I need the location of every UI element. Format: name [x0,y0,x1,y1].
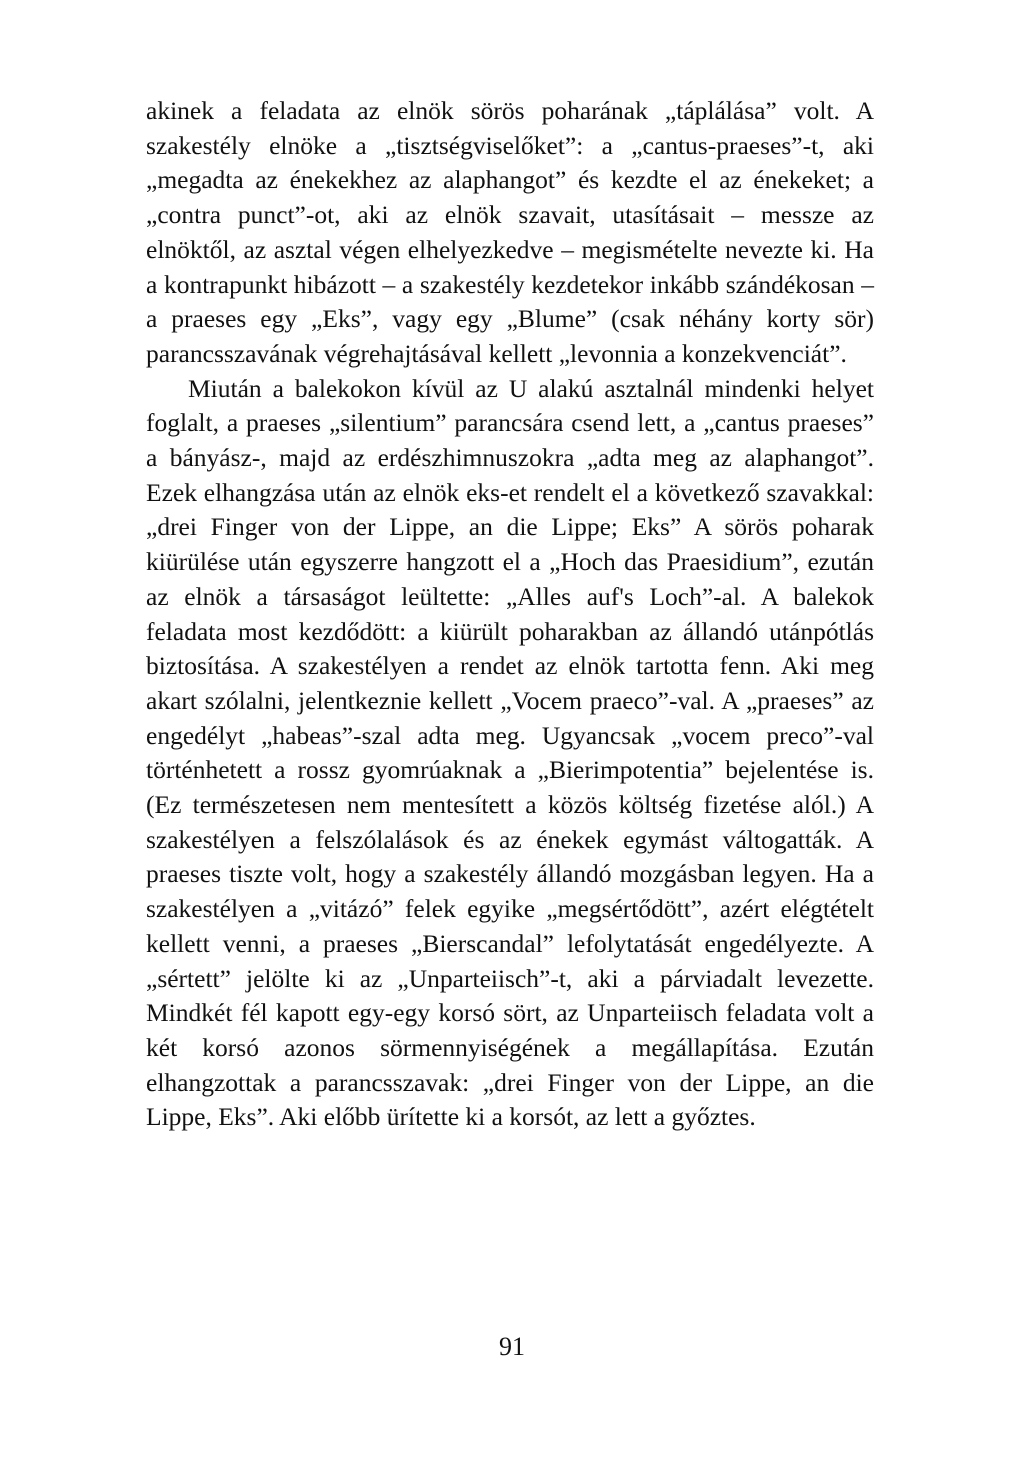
paragraph-1: akinek a feladata az elnök sörös poharának „táplálása” volt. A szakestély elnöke a „tisztségviselőket”: a „cantus-praeses”-t, aki „megadta az énekekhez az alaphangot” és kezdte el az énekeket; a „contra punct”-ot, aki az elnök szavait, utasításait – messze az elnöktől, az asztal végen elhelyezkedve – megismételte nevezte ki. Ha a kontrapunkt hibázott – a szakestély kezdetekor inkább szándékosan – a praeses egy „Eks”, vagy egy „Blume” (csak néhány korty sör) parancsszavának végrehajtásával kellett „levonnia a konzekvenciát”. [146,96,874,368]
paragraph-2: Miután a balekokon kívül az U alakú asztalnál mindenki helyet foglalt, a praeses „silentium” parancsára csend lett, a „cantus praeses” a bányász-, majd az erdészhimnuszokra „adta meg az alaphangot”. Ezek elhangzása után az elnök eks-et rendelt el a következő szavakkal: „drei Finger von der Lippe, an die Lippe; Eks” A sörös poharak kiürülése után egyszerre hangzott el a „Hoch das Praesidium”, ezután az elnök a társaságot leültette: „Alles auf's Loch”-al. A balekok feladata most kezdődött: a kiürült poharakban az állandó utánpótlás biztosítása. A szakestélyen a rendet az elnök tartotta fenn. Aki meg akart szólalni, jelentkeznie kellett „Vocem praeco”-val. A „praeses” az engedélyt „habeas”-szal adta meg. Ugyancsak „vocem preco”-val történhetett a rossz gyomrúaknak a „Bierimpotentia” bejelentése is. (Ez természetesen nem mentesített a közös költség fizetése alól.) A szakestélyen a felszólalások és az énekek egymást váltogatták. A praeses tiszte volt, hogy a szakestély állandó mozgásban legyen. Ha a szakestélyen a „vitázó” felek egyike „megsértődött”, azért elégtételt kellett venni, a praeses „Bierscandal” lefolytatását engedélyezte. A „sértett” jelölte ki az „Unparteiisch”-t, aki a párviadalt levezette. Mindkét fél kapott egy-egy korsó sört, az Unparteiisch feladata volt a két korsó azonos sörmennyiségének a megállapítása. Ezután elhangzottak a parancsszavak: „drei Finger von der Lippe, an die Lippe, Eks”. Aki előbb ürítette ki a korsót, az lett a győztes. [146,373,874,1132]
page-number: 91 [499,1332,525,1361]
page-body [146,94,874,1135]
